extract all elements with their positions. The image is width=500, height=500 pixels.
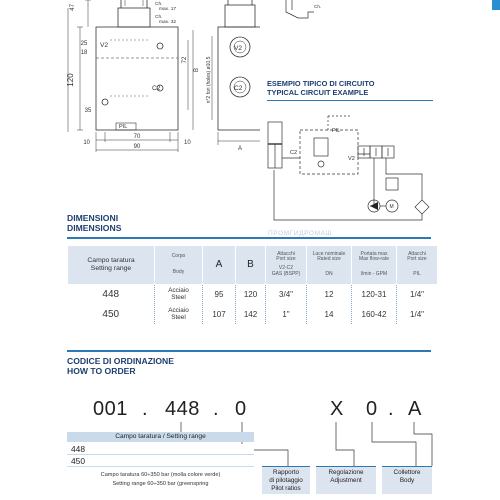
collector-body-box: Collettore Body	[382, 466, 432, 494]
cell-b: 120	[236, 284, 266, 304]
order-title	[67, 357, 174, 376]
header-setting: Campo taratura Setting range	[68, 246, 155, 284]
table-header-row	[68, 246, 438, 284]
ch-max-1: max. 17	[159, 7, 177, 12]
circuit-title	[267, 80, 374, 97]
dim-18: 18	[80, 50, 88, 56]
code-dot-1: .	[142, 398, 149, 420]
circuit-label-pil: PIL	[332, 128, 341, 134]
cell-body: Acciaio Steel	[155, 284, 203, 304]
circuit-title-it: ESEMPIO TIPICO DI CIRCUITO	[267, 79, 375, 88]
cell-setting: 450	[68, 304, 155, 324]
header-a: A	[203, 246, 236, 284]
order-rule	[67, 350, 431, 352]
holes-label: n°2 fori (holes) ø10,5	[206, 56, 212, 104]
dim-72: 72	[182, 56, 188, 64]
circuit-label-v2: V2	[348, 156, 355, 162]
cell-flow: 160-42	[352, 304, 397, 324]
dim-b: B	[194, 67, 200, 73]
cell-a: 107	[203, 304, 236, 324]
pilot-ratio-box: Rapporto di pilotaggio Pilot ratios	[262, 466, 310, 494]
circuit-rule	[267, 100, 433, 101]
code-part-body: 0	[366, 398, 378, 420]
fitting-ch-label: Ch.	[314, 4, 322, 9]
ch-label-1: Ch.	[155, 2, 163, 7]
setting-range-note: Campo taratura 60÷350 bar (molla colore verde) Setting range 60÷350 bar (greenspring	[100, 472, 221, 487]
code-part-setting: 448	[165, 398, 200, 420]
code-part-series: 001	[93, 398, 128, 420]
cell-dn: 12	[307, 284, 352, 304]
cell-flow: 120-31	[352, 284, 397, 304]
ch-label-2: Ch.	[155, 15, 163, 20]
cell-b: 142	[236, 304, 266, 324]
dim-10-right: 10	[184, 140, 191, 146]
setting-value-448: 448	[67, 444, 254, 455]
cell-pil: 1/4"	[397, 304, 438, 324]
order-title-en: HOW TO ORDER	[67, 365, 136, 376]
dim-70: 70	[133, 134, 141, 140]
dimensions-title-it: DIMENSIONI	[67, 213, 119, 223]
fitting-sketch	[278, 0, 338, 26]
adjustment-box: Regolazione Adjustment	[316, 466, 376, 494]
dimensions-rule	[67, 237, 431, 239]
order-title-it: CODICE DI ORDINAZIONE	[67, 356, 174, 366]
cell-a: 95	[203, 284, 236, 304]
port-c2-front: C2	[152, 85, 161, 92]
ch-max-2: max. 32	[159, 20, 177, 25]
hydraulic-circuit-diagram	[262, 108, 442, 228]
dimensions-title-en: DIMENSIONS	[67, 222, 122, 233]
code-dot-3: .	[388, 398, 395, 420]
header-rated: Luce nominale Rated size DN	[307, 246, 352, 284]
cell-pil: 1/4"	[397, 284, 438, 304]
cell-ports: 1"	[266, 304, 307, 324]
dim-35: 35	[84, 108, 92, 114]
header-b: B	[236, 246, 266, 284]
header-body: Corpo Body	[155, 246, 203, 284]
code-part-adjustment: X	[330, 398, 344, 420]
setting-range-header: Campo taratura / Setting range	[67, 432, 254, 442]
header-flow: Portata max Max flow-rate l/min - GPM	[352, 246, 397, 284]
header-ports: Attacchi Port size V2-C2 GAS (BSPP)	[266, 246, 307, 284]
cell-ports: 3/4"	[266, 284, 307, 304]
code-part-collector: A	[408, 398, 422, 420]
dim-25: 25	[80, 41, 88, 47]
dim-10-left: 10	[83, 140, 90, 146]
code-part-ratio: 0	[235, 398, 247, 420]
valve-dimension-drawing	[0, 0, 260, 200]
dim-90: 90	[133, 144, 141, 150]
circuit-title-en: TYPICAL CIRCUIT EXAMPLE	[267, 87, 369, 97]
dim-120: 120	[66, 73, 75, 87]
cell-dn: 14	[307, 304, 352, 324]
circuit-label-m: M	[389, 204, 394, 210]
cell-body: Acciaio Steel	[155, 304, 203, 324]
port-v2-front: V2	[100, 42, 109, 49]
page-tab-flag	[492, 0, 500, 10]
circuit-label-c2: C2	[290, 150, 298, 156]
dim-47: 47	[70, 4, 76, 11]
cell-setting: 448	[68, 284, 155, 304]
setting-value-450: 450	[67, 456, 254, 467]
dimensions-table	[67, 246, 437, 324]
port-c2-side: C2	[234, 85, 243, 92]
table-row	[68, 304, 438, 324]
table-row	[68, 284, 438, 304]
header-pil: Attacchi Port size PIL	[397, 246, 438, 284]
dimensions-title	[67, 214, 121, 233]
watermark: ПРОМГИДРОМАШ	[268, 230, 333, 237]
dim-a: A	[238, 146, 243, 152]
code-dot-2: .	[213, 398, 220, 420]
port-v2-side: V2	[234, 45, 243, 52]
port-pil-front: PIL	[119, 124, 128, 130]
